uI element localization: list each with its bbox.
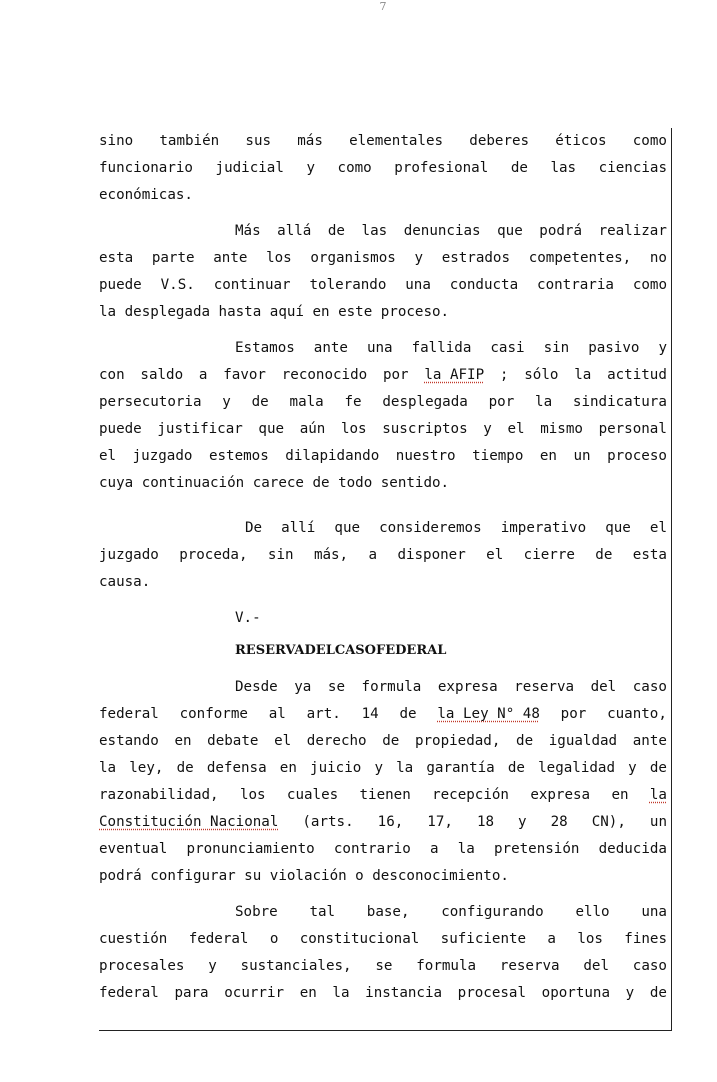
word: fe	[344, 394, 362, 410]
word: por	[560, 706, 587, 722]
word: CN),	[591, 814, 626, 830]
word: violación	[269, 868, 347, 884]
text-line	[99, 984, 667, 1002]
word: en	[611, 787, 629, 803]
word: un	[573, 448, 591, 464]
word: podrá	[99, 868, 142, 884]
word: suficiente	[440, 931, 527, 947]
word: formula	[416, 958, 477, 974]
word: justificar	[157, 421, 243, 437]
text-line	[99, 732, 667, 750]
word: a	[368, 547, 378, 563]
word: de	[382, 733, 400, 749]
word: mismo	[540, 421, 583, 437]
word: juzgado	[132, 448, 193, 464]
word: de	[649, 985, 667, 1001]
word: razonabilidad,	[99, 787, 219, 803]
word: sin	[267, 547, 294, 563]
word: en	[174, 733, 192, 749]
word: ante	[213, 250, 248, 266]
word: de	[516, 733, 534, 749]
word: FEDERAL	[376, 643, 447, 658]
underlined-term: Constitución Nacional	[99, 814, 279, 830]
word: constitucional	[299, 931, 420, 947]
text-line	[99, 957, 667, 975]
word: también	[159, 133, 220, 149]
underlined-term: la Ley N° 48	[437, 706, 540, 722]
text-line	[99, 867, 667, 885]
word: desplegada	[124, 304, 211, 320]
word: federal	[99, 985, 159, 1001]
word: esta	[632, 547, 667, 563]
word: favor	[223, 367, 266, 383]
word: V.S.	[160, 277, 195, 293]
word: éticos	[555, 133, 607, 149]
word: conducta	[449, 277, 519, 293]
word: a	[547, 931, 556, 947]
word: pronunciamiento	[186, 841, 315, 857]
underlined-term: la AFIP	[424, 367, 485, 383]
text-line	[99, 366, 667, 384]
word: para	[174, 985, 209, 1001]
text-line	[99, 546, 667, 564]
word: de	[312, 475, 330, 491]
word: cuales	[286, 787, 339, 803]
word: esta	[99, 250, 134, 266]
word: con	[99, 367, 125, 383]
word: imperativo	[500, 520, 587, 536]
text-line	[99, 930, 667, 948]
word: y	[518, 814, 527, 830]
word: podrá	[539, 223, 583, 239]
word: desconocimiento.	[372, 868, 509, 884]
word: en	[279, 760, 297, 776]
word: ello	[575, 904, 610, 920]
word: judicial	[215, 160, 284, 176]
word: aquí	[269, 304, 304, 320]
word: el	[486, 547, 504, 563]
text-line	[99, 759, 667, 777]
text-line	[235, 222, 667, 240]
word: ley,	[129, 760, 164, 776]
word: contrario	[333, 841, 411, 857]
word: este	[338, 304, 373, 320]
word: denuncias	[403, 223, 481, 239]
word: de	[251, 394, 269, 410]
word: (arts.	[302, 814, 354, 830]
word: la	[457, 841, 475, 857]
word: formula	[361, 679, 422, 695]
word: sólo	[524, 367, 559, 383]
word: sustanciales,	[240, 958, 352, 974]
text-line	[99, 840, 667, 858]
page-number: 7	[379, 0, 387, 13]
text-line	[99, 786, 667, 804]
word: tiempo	[472, 448, 524, 464]
word: continuación	[141, 475, 245, 491]
word: deberes	[469, 133, 530, 149]
word: y	[208, 958, 217, 974]
word: 16,	[377, 814, 404, 830]
word: sindicatura	[572, 394, 667, 410]
word: a	[429, 841, 439, 857]
word: procesales	[99, 958, 185, 974]
word: no	[649, 250, 667, 266]
word: oportuna	[541, 985, 610, 1001]
word: más,	[313, 547, 349, 563]
word: una	[366, 340, 393, 356]
word: pasivo	[588, 340, 640, 356]
word: el	[507, 421, 525, 437]
word: DEL	[304, 643, 335, 658]
word: Más	[235, 223, 261, 239]
word: personal	[598, 421, 667, 437]
word: como	[337, 160, 372, 176]
word: 14	[361, 706, 379, 722]
word: saldo	[140, 367, 184, 383]
text-line	[235, 609, 667, 627]
text-line	[235, 642, 667, 660]
word: y	[625, 985, 635, 1001]
word: aún	[299, 421, 326, 437]
word: legalidad	[538, 760, 616, 776]
word: configurando	[441, 904, 544, 920]
word: sino	[99, 133, 134, 149]
word: el	[649, 520, 667, 536]
text-line	[99, 276, 667, 294]
word: del	[583, 958, 610, 974]
text-line	[99, 474, 667, 492]
word: cuanto,	[607, 706, 667, 722]
word: tolerando	[309, 277, 387, 293]
word: funcionario	[99, 160, 193, 176]
word: Estamos	[235, 340, 295, 356]
word: sus	[245, 133, 272, 149]
word: de	[510, 160, 528, 176]
word: nuestro	[395, 448, 456, 464]
text-line	[99, 132, 667, 150]
word: organismos	[310, 250, 396, 266]
bottom-margin-rule	[99, 1030, 672, 1031]
word: federal	[99, 706, 159, 722]
text-line	[99, 705, 667, 723]
word: deducida	[598, 841, 667, 857]
word: derecho	[306, 733, 367, 749]
word: ciencias	[598, 160, 667, 176]
word: procesal	[457, 985, 527, 1001]
word: conforme	[179, 706, 248, 722]
word: los	[340, 421, 367, 437]
word: sin	[543, 340, 570, 356]
word: expresa	[530, 787, 591, 803]
word: una	[641, 904, 667, 920]
text-line	[245, 519, 667, 537]
word: económicas.	[99, 187, 193, 203]
word: de	[399, 706, 417, 722]
word: persecutoria	[99, 394, 202, 410]
word: o	[269, 931, 279, 947]
word: la	[535, 394, 553, 410]
word: disponer	[397, 547, 466, 563]
word: De	[245, 520, 263, 536]
word: y	[414, 250, 424, 266]
word: la	[574, 367, 592, 383]
word: las	[361, 223, 388, 239]
word: cuestión	[99, 931, 168, 947]
word: ;	[499, 367, 509, 383]
text-line	[235, 678, 667, 696]
text-line	[99, 249, 667, 267]
text-line	[235, 903, 667, 921]
word: proceso	[607, 448, 667, 464]
text-line	[99, 813, 667, 831]
word: de	[327, 223, 345, 239]
word: reserva	[514, 679, 575, 695]
underlined-term: la	[649, 787, 667, 803]
word: de	[176, 760, 194, 776]
word: Desde	[235, 679, 278, 695]
text-line	[235, 339, 667, 357]
word: propiedad,	[414, 733, 501, 749]
word: recepción	[432, 787, 509, 803]
word: que	[334, 520, 361, 536]
word: todo	[338, 475, 373, 491]
word: la	[99, 304, 117, 320]
word: estando	[99, 733, 159, 749]
word: de	[595, 547, 613, 563]
word: se	[375, 958, 393, 974]
word: configurar	[150, 868, 236, 884]
word: estemos	[208, 448, 269, 464]
word: competentes,	[528, 250, 632, 266]
word: a	[198, 367, 208, 383]
word: tienen	[359, 787, 411, 803]
word: proceso.	[380, 304, 450, 320]
word: puede	[99, 277, 142, 293]
word: los	[266, 250, 292, 266]
right-margin-rule	[671, 128, 672, 1031]
word: el	[274, 733, 292, 749]
word: y	[628, 760, 637, 776]
word: federal	[188, 931, 249, 947]
word: parte	[151, 250, 195, 266]
word: el	[99, 448, 117, 464]
word: CASO	[334, 643, 376, 658]
word: consideremos	[379, 520, 482, 536]
word: en	[312, 304, 330, 320]
text-line	[99, 447, 667, 465]
word: fallida	[411, 340, 472, 356]
text-line	[99, 420, 667, 438]
word: o	[355, 868, 364, 884]
word: continuar	[213, 277, 291, 293]
word: los	[577, 931, 603, 947]
word: juicio	[310, 760, 362, 776]
word: profesional	[394, 160, 489, 176]
word: ante	[632, 733, 667, 749]
word: contraria	[537, 277, 614, 293]
word: ante	[313, 340, 348, 356]
word: la	[396, 760, 414, 776]
word: allá	[277, 223, 312, 239]
word: carece	[252, 475, 304, 491]
word: debate	[207, 733, 259, 749]
word: las	[550, 160, 577, 176]
word: como	[632, 133, 667, 149]
word: y	[658, 340, 667, 356]
word: desplegada	[382, 394, 468, 410]
word: al	[268, 706, 286, 722]
word: 17,	[427, 814, 453, 830]
word: estrados	[441, 250, 511, 266]
word: de	[507, 760, 525, 776]
word: proceda,	[179, 547, 248, 563]
word: la	[99, 760, 117, 776]
word: eventual	[99, 841, 168, 857]
word: del	[590, 679, 617, 695]
word: puede	[99, 421, 142, 437]
word: se	[327, 679, 345, 695]
word: y	[222, 394, 231, 410]
word: mala	[289, 394, 324, 410]
word: los	[239, 787, 266, 803]
word: por	[382, 367, 409, 383]
word: que	[497, 223, 523, 239]
word: reconocido	[281, 367, 368, 383]
word: reserva	[499, 958, 560, 974]
word: expresa	[437, 679, 498, 695]
word: sentido.	[380, 475, 450, 491]
word: causa.	[99, 574, 151, 590]
word: igualdad	[548, 733, 618, 749]
word: allí	[281, 520, 316, 536]
word: cierre	[523, 547, 575, 563]
word: dilapidando	[285, 448, 380, 464]
word: caso	[632, 679, 667, 695]
word: de	[649, 760, 667, 776]
word: una	[405, 277, 431, 293]
word: defensa	[206, 760, 267, 776]
word: RESERVA	[235, 643, 305, 658]
word: que	[605, 520, 631, 536]
word: más	[297, 133, 323, 149]
word: en	[539, 448, 557, 464]
word: suscriptos	[382, 421, 468, 437]
word: como	[632, 277, 667, 293]
word: fines	[624, 931, 667, 947]
text-line	[99, 159, 667, 177]
word: tal	[309, 904, 336, 920]
word: juzgado	[99, 547, 159, 563]
word: ocurrir	[224, 985, 285, 1001]
word: realizar	[598, 223, 667, 239]
word: y	[374, 760, 383, 776]
word: por	[488, 394, 515, 410]
word: casi	[490, 340, 525, 356]
word: que	[258, 421, 285, 437]
text-line	[99, 303, 667, 321]
word: actitud	[607, 367, 667, 383]
word: caso	[632, 958, 667, 974]
word: V.-	[235, 610, 261, 626]
word: y	[306, 160, 315, 176]
word: un	[649, 814, 667, 830]
word: 28	[550, 814, 568, 830]
word: art.	[306, 706, 341, 722]
text-line	[99, 573, 667, 591]
word: su	[244, 868, 262, 884]
word: pretensión	[494, 841, 580, 857]
word: base,	[366, 904, 410, 920]
word: garantía	[426, 760, 495, 776]
word: Sobre	[235, 904, 278, 920]
word: elementales	[349, 133, 444, 149]
text-line	[99, 186, 667, 204]
word: en	[299, 985, 317, 1001]
word: ya	[294, 679, 312, 695]
word: y	[483, 421, 492, 437]
word: 18	[476, 814, 495, 830]
word: cuya	[99, 475, 134, 491]
word: instancia	[365, 985, 443, 1001]
text-line	[99, 393, 667, 411]
word: la	[332, 985, 350, 1001]
word: hasta	[218, 304, 262, 320]
